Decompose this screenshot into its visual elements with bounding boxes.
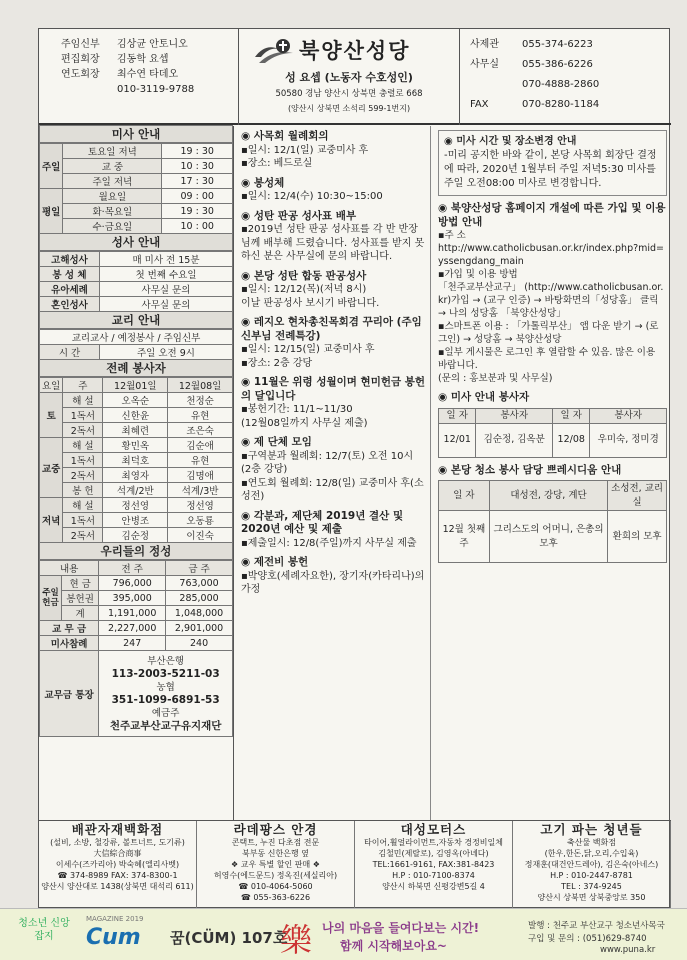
staff-name: 김상균 안토니오 — [117, 39, 188, 50]
altar-role: 해 설 — [63, 438, 103, 453]
account-label: 교무금 통장 — [40, 651, 99, 737]
notice-item — [241, 376, 426, 430]
notice-item-title: 각분과, 제단체 2019년 결산 및 2020년 예산 및 제출 — [241, 509, 404, 535]
ad-line: 양산시 양산대로 1438(상북면 대석리 611) — [41, 882, 194, 891]
notice-item-line: ▪장소: 2층 강당 — [241, 357, 313, 369]
altar-name: 정선영 — [103, 498, 168, 513]
notice-item-line: ▪장소: 베드로실 — [241, 158, 313, 169]
clean-head: 일 자 — [439, 481, 490, 511]
server-head: 일 자 — [552, 408, 589, 423]
notice-item-line: ▪일시: 12/4(수) 10:30~15:00 — [241, 191, 383, 202]
sacrament-info: 사무실 문의 — [100, 297, 233, 312]
altar-name: 오옥순 — [103, 393, 168, 408]
ad-line: 김철민(제랄로), 김영옥(아녜다) — [378, 849, 489, 858]
notice-item-title: 레지오 현차총친목회겸 꾸리아 (주임신부님 전례특강) — [241, 316, 422, 342]
mass-time: 10 : 30 — [162, 159, 233, 174]
sacrament-info: 첫 번째 수요일 — [100, 267, 233, 282]
notice-item — [241, 316, 426, 370]
contact-number: 055-386-6226 — [522, 59, 593, 70]
notice-item — [241, 510, 426, 551]
altar-role: 봉 헌 — [63, 483, 103, 498]
homepage-line: http://www.catholicbusan.or.kr/index.php?mid=yssengdang_main — [438, 243, 665, 267]
mass-day: 월요일 — [63, 189, 162, 204]
server-title: 미사 안내 봉사자 — [450, 391, 530, 403]
bullet-icon: ◉ — [241, 436, 254, 448]
sin-label: 계 — [62, 606, 99, 621]
notice-item — [241, 436, 426, 504]
sin-value: 1,191,000 — [99, 606, 166, 621]
server-cell: 12/08 — [552, 423, 589, 457]
altar-role: 1독서 — [63, 408, 103, 423]
homepage-title: 북양산성당 홈페이지 개설에 따른 가입 및 이용 방법 안내 — [438, 202, 666, 228]
sacrament-name: 고해성사 — [40, 252, 100, 267]
doctrine-time: 주일 오전 9시 — [100, 345, 233, 360]
ad-line: ❖ 교우 특별 할인 판매 ❖ — [231, 860, 320, 869]
banner-left: 청소년 신앙잡지 — [18, 918, 70, 942]
account-line: 농협 — [156, 681, 175, 693]
banner-slogan1: 나의 마음을 들여다보는 시간! — [322, 921, 480, 935]
contact-row — [470, 55, 671, 75]
address: 50580 경남 양산시 상북면 충렬로 668 — [275, 89, 423, 99]
sincerity-table — [39, 560, 233, 737]
bullet-icon: ◉ — [438, 463, 451, 476]
account-line: 부산은행 — [147, 655, 184, 667]
homepage-line: (문의 : 홍보분과 및 사무실) — [438, 373, 553, 384]
homepage-line: ▪가입 및 이용 방법 — [438, 269, 518, 280]
notice-item-line: ▪연도회 월례회: 12/8(일) 교중미사 후(소성전) — [241, 477, 424, 502]
notice-item-title: 성탄 판공 성사표 배부 — [253, 209, 357, 222]
notice-item-title: 제전비 봉헌 — [253, 556, 309, 568]
clean-title: 본당 청소 봉사 담당 쁘레시디움 안내 — [450, 463, 622, 476]
altar-name: 최덕호 — [103, 453, 168, 468]
ad-line: 大信綜合商事 — [93, 849, 142, 858]
bullet-icon: ◉ — [241, 509, 254, 522]
bullet-icon: ◉ — [241, 556, 254, 568]
notice-item-title: 11월은 위령 성월이며 현미헌금 봉헌의 달입니다 — [241, 376, 426, 402]
middle-column — [235, 126, 431, 820]
bullet-icon: ◉ — [241, 130, 254, 142]
bullet-icon: ◉ — [241, 376, 254, 388]
notice-title: 미사 시간 및 장소변경 안내 — [456, 136, 577, 147]
altar-group: 교중 — [40, 438, 63, 498]
altar-role: 2독서 — [63, 423, 103, 438]
notice-item-line: ▪제출일시: 12/8(주일)까지 사무실 제출 — [241, 537, 417, 549]
ad-line: H.P : 010-7100-8374 — [392, 871, 475, 880]
sin-value: 763,000 — [166, 576, 233, 591]
altar-head: 요일 — [40, 378, 63, 393]
notice-item-line: ▪봉헌기간: 11/1~11/30 — [241, 404, 353, 415]
sin-head: 내용 — [40, 561, 99, 576]
mass-title: 미사 안내 — [39, 125, 233, 143]
altar-name: 오동룡 — [168, 513, 233, 528]
server-cell: 김순정, 김옥분 — [476, 423, 553, 457]
mass-day: 교 중 — [63, 159, 162, 174]
ad-line: (설비, 소방, 철강류, 볼트너트, 도기류) — [50, 838, 185, 847]
server-cell: 우미숙, 정미경 — [590, 423, 667, 457]
altar-table — [39, 377, 233, 543]
ad-title: 고기 파는 청년들 — [540, 822, 643, 837]
header-staff — [39, 29, 239, 125]
notice-item-title: 제 단체 모임 — [253, 436, 312, 448]
sin-label: 현 금 — [62, 576, 99, 591]
staff-row — [61, 82, 238, 97]
bullet-icon: ◉ — [438, 202, 451, 214]
altar-name: 천정순 — [168, 393, 233, 408]
contact-number: 070-4888-2860 — [522, 79, 600, 90]
altar-name: 신한윤 — [103, 408, 168, 423]
banner-brand-sub: MAGAZINE 2019 — [86, 915, 144, 923]
altar-name: 석계/3반 — [168, 483, 233, 498]
server-head: 봉사자 — [590, 408, 667, 423]
ad-line: 양산시 하북면 신평강변5길 4 — [382, 882, 485, 891]
clean-cell: 12월 첫째주 — [439, 511, 490, 563]
bullet-icon: ◉ — [241, 269, 254, 282]
bulletin-page — [38, 28, 670, 908]
sin-head: 전 주 — [99, 561, 166, 576]
notice-item-line: ▪박양호(세례자요한), 장기자(카타리나)의 가정 — [241, 570, 425, 595]
notice-item — [241, 556, 426, 597]
altar-name: 유현 — [168, 453, 233, 468]
altar-name: 최영자 — [103, 468, 168, 483]
attend-value: 247 — [99, 636, 166, 651]
mass-day: 화·목요일 — [63, 204, 162, 219]
contact-label: 사무실 — [470, 59, 499, 70]
altar-name: 석계/2반 — [103, 483, 168, 498]
sacrament-name: 봉 성 체 — [40, 267, 100, 282]
notice-box — [438, 130, 667, 196]
mass-day: 주일 저녁 — [63, 174, 162, 189]
altar-head: 12월01일 — [103, 378, 168, 393]
account-line: 천주교부산교구유지재단 — [109, 719, 222, 732]
ad-line: (한우,한돈,닭,오리,수입육) — [544, 849, 639, 858]
bullet-icon: ◉ — [241, 209, 254, 222]
header-title-block — [239, 29, 459, 125]
mass-time: 17 : 30 — [162, 174, 233, 189]
sacrament-table — [39, 251, 233, 312]
sincerity-title: 우리들의 정성 — [39, 542, 233, 560]
altar-name: 황민옥 — [103, 438, 168, 453]
server-item — [438, 391, 667, 458]
ad-line: 콘택트, 누진 다초점 전문 — [231, 838, 320, 847]
contact-row — [470, 75, 671, 95]
bullet-icon: ◉ — [241, 316, 254, 328]
staff-row — [61, 67, 238, 82]
ad-cell — [39, 821, 197, 910]
notice-item-title: 본당 성탄 합동 판공성사 — [253, 269, 367, 282]
ad-title: 대성모터스 — [400, 822, 467, 837]
footer-ads — [39, 820, 671, 909]
sin-label: 봉헌권 — [62, 591, 99, 606]
doctrine-table — [39, 329, 233, 360]
cum-banner — [0, 908, 687, 960]
altar-name: 김명애 — [168, 468, 233, 483]
ad-cell — [197, 821, 355, 910]
staff-name: 김동학 요셉 — [117, 54, 169, 65]
right-column — [432, 126, 671, 820]
staff-name: 최수연 타데오 — [117, 69, 179, 80]
staff-role: 편집회장 — [61, 54, 100, 65]
altar-title: 전례 봉사자 — [39, 359, 233, 377]
ad-line: 이세수(즈카리아) 박숙혜(엘리사벳) — [55, 860, 180, 869]
clean-cell: 환희의 모후 — [608, 511, 667, 563]
altar-role: 1독서 — [63, 513, 103, 528]
notice-item — [241, 270, 426, 311]
sin-value: 1,048,000 — [166, 606, 233, 621]
homepage-line: ▪스마트폰 이용 : 「가톨릭부산」 앱 다운 받기 → (로그인) → 성당홈 → 북양산성당 — [438, 321, 659, 345]
header-contacts — [459, 29, 671, 125]
ad-cell — [355, 821, 513, 910]
banner-right1: 발행 : 천주교 부산교구 청소년사목국 — [528, 921, 665, 931]
attend-label: 미사참례 — [40, 636, 99, 651]
contact-label: 사제관 — [470, 39, 499, 50]
ad-line: 타이어,휠얼라이먼트,자동차 경정비일체 — [363, 838, 503, 847]
banner-issue: 꿈(CÜM) 107호 — [170, 929, 288, 947]
altar-role: 2독서 — [63, 528, 103, 543]
mass-day: 수·금요일 — [63, 219, 162, 234]
gyomu-value: 2,227,000 — [99, 621, 166, 636]
ad-line: ☎ 055-363-6226 — [240, 893, 311, 902]
clean-head: 소성전, 교리실 — [608, 481, 667, 511]
mass-table — [39, 143, 233, 234]
altar-name: 정선영 — [168, 498, 233, 513]
contact-row — [470, 35, 671, 55]
gyomu-label: 교 무 금 — [40, 621, 99, 636]
banner-brand: Cum — [86, 925, 141, 950]
patron-saint: 성 요셉 (노동자 수호성인) — [285, 71, 413, 84]
contact-number: 055-374-6223 — [522, 39, 593, 50]
doctrine-line: 교리교사 / 예정봉사 / 주임신부 — [40, 330, 233, 345]
staff-row — [61, 37, 238, 52]
notice-item-line: ▪일시: 12/1(일) 교중미사 후 — [241, 144, 369, 156]
doctrine-title: 교리 안내 — [39, 311, 233, 329]
mass-time: 09 : 00 — [162, 189, 233, 204]
altar-name: 최혜련 — [103, 423, 168, 438]
altar-name: 김순정 — [103, 528, 168, 543]
altar-name: 조은숙 — [168, 423, 233, 438]
clean-item — [438, 464, 667, 564]
sacrament-info: 매 미사 전 15분 — [100, 252, 233, 267]
ad-line: ☎ 374-8989 FAX: 374-8300-1 — [57, 871, 178, 880]
ad-line: TEL : 374-9245 — [561, 882, 622, 891]
altar-group: 저녁 — [40, 498, 63, 543]
ad-line: H.P : 010-2447-8781 — [550, 871, 633, 880]
contact-row — [470, 95, 671, 115]
ad-line: 허영수(에드문드) 정옥진(세실리아) — [213, 871, 338, 880]
sin-head: 금 주 — [166, 561, 233, 576]
account-line: 351-1099-6891-53 — [111, 693, 220, 706]
notice-item-title: 봉성체 — [253, 176, 285, 189]
notice-item-title: 사목회 월례회의 — [253, 130, 329, 142]
banner-glyph: 樂 — [280, 921, 313, 959]
ad-cell — [513, 821, 671, 910]
server-head: 봉사자 — [476, 408, 553, 423]
altar-group: 토 — [40, 393, 63, 438]
banner-slogan2: 함께 시작해보아요~ — [340, 939, 447, 953]
ad-line: TEL:1661-9161, FAX:381-8423 — [372, 860, 495, 869]
gyomu-value: 2,901,000 — [166, 621, 233, 636]
notice-item — [241, 130, 426, 171]
mass-time: 19 : 30 — [162, 204, 233, 219]
clean-head: 대성전, 강당, 계단 — [489, 481, 607, 511]
banner-right3: www.puna.kr — [600, 945, 656, 955]
altar-name: 김순애 — [168, 438, 233, 453]
clean-cell: 그리스도의 어머니, 은총의 모후 — [489, 511, 607, 563]
ad-line: 양산시 상북면 상북중앙로 350 — [537, 893, 646, 902]
sin-value: 285,000 — [166, 591, 233, 606]
mass-day: 토요일 저녁 — [63, 144, 162, 159]
weekday-label: 평일 — [40, 189, 63, 234]
staff-role: 주임신부 — [61, 39, 100, 50]
notice-item — [241, 177, 426, 204]
mass-time: 19 : 30 — [162, 144, 233, 159]
sin-value: 796,000 — [99, 576, 166, 591]
clean-table — [438, 480, 667, 563]
altar-role: 2독서 — [63, 468, 103, 483]
homepage-line: ▪일부 게시물은 로그인 후 열람할 수 있음. 많은 이용 바랍니다. — [438, 347, 656, 371]
homepage-line: 「천주교부산교구」 (http://www.catholicbusan.or.kr)가입 → (교구 인증) → 바탕화면의「성당홈」 클릭 → 나의 성당홈 「북양산성당」 — [438, 282, 664, 319]
notice-item-line: ▪일시: 12/15(일) 교중미사 후 — [241, 344, 375, 355]
bullet-icon: ◉ — [438, 391, 451, 403]
ad-line: ☎ 010-4064-5060 — [238, 882, 313, 891]
server-cell: 12/01 — [439, 423, 476, 457]
bullet-icon: ◉ — [444, 136, 457, 147]
homepage-item — [438, 202, 667, 385]
doctrine-time-label: 시 간 — [40, 345, 100, 360]
ad-line: 축산물 백화점 — [567, 838, 616, 847]
altar-head: 12월08일 — [168, 378, 233, 393]
altar-role: 해 설 — [63, 393, 103, 408]
mass-time: 10 : 00 — [162, 219, 233, 234]
notice-item-line: ▪일시: 12/12(목)(저녁 8시) — [241, 284, 367, 295]
notice-text: -미리 공지한 바와 같이, 본당 사목회 회장단 결정에 따라, 2020년 1월부터 주일 저녁5:30 미사를 주일 오전08:00 미사로 변경합니다. — [444, 150, 657, 189]
address-old: (양산시 상북면 소석리 599-1번지) — [287, 104, 411, 113]
homepage-line: ▪주 소 — [438, 230, 466, 241]
contact-label — [470, 75, 522, 95]
sacrament-name: 유아세례 — [40, 282, 100, 297]
attend-value: 240 — [166, 636, 233, 651]
account-line: 113-2003-5211-03 — [111, 667, 220, 680]
header — [39, 29, 671, 125]
left-column — [39, 126, 234, 820]
parish-logo-icon — [253, 37, 295, 67]
sin-value: 395,000 — [99, 591, 166, 606]
server-head: 일 자 — [439, 408, 476, 423]
altar-role: 해 설 — [63, 498, 103, 513]
sacrament-name: 혼인성사 — [40, 297, 100, 312]
server-table — [438, 408, 667, 458]
banner-right2: 구입 및 문의 : (051)629-8740 — [528, 934, 647, 944]
ad-line: 북부동 신한은행 옆 — [242, 849, 309, 858]
contact-label: FAX — [470, 99, 489, 110]
ad-title: 라데팡스 안경 — [233, 822, 318, 837]
ad-line: 정재훈(대건안드레아), 김은숙(아네스) — [524, 860, 659, 869]
sacrament-title: 성사 안내 — [39, 233, 233, 251]
staff-role — [61, 82, 117, 97]
altar-name: 유현 — [168, 408, 233, 423]
bullet-icon: ◉ — [241, 176, 254, 189]
altar-role: 1독서 — [63, 453, 103, 468]
parish-title: 북양산성당 — [299, 39, 411, 63]
staff-row — [61, 52, 238, 67]
altar-name: 이진숙 — [168, 528, 233, 543]
staff-role: 연도회장 — [61, 69, 100, 80]
sacrament-info: 사무실 문의 — [100, 282, 233, 297]
notice-item-line: (12월08일까지 사무실 제출) — [241, 417, 368, 429]
altar-name: 안병조 — [103, 513, 168, 528]
notice-item — [241, 210, 426, 264]
staff-name: 010-3119-9788 — [117, 84, 195, 95]
notice-item-line: ▪구역분과 월례회: 12/7(토) 오전 10시 (2층 강당) — [241, 450, 414, 475]
sin-side: 주일헌금 — [40, 576, 62, 621]
contact-number: 070-8280-1184 — [522, 99, 600, 110]
notice-item-line: 이날 판공성사 보시기 바랍니다. — [241, 297, 380, 309]
altar-head: 주 — [63, 378, 103, 393]
account-line: 예금주 — [151, 707, 180, 719]
sunday-label: 주일 — [40, 144, 63, 189]
ad-title: 배관자재백화점 — [71, 822, 164, 837]
notice-item-line: ▪2019년 성탄 판공 성사표를 각 반 반장님께 배부해 드렸습니다. 성사표를 받지 못하신 분은 사무실에 문의 바랍니다. — [241, 224, 425, 262]
